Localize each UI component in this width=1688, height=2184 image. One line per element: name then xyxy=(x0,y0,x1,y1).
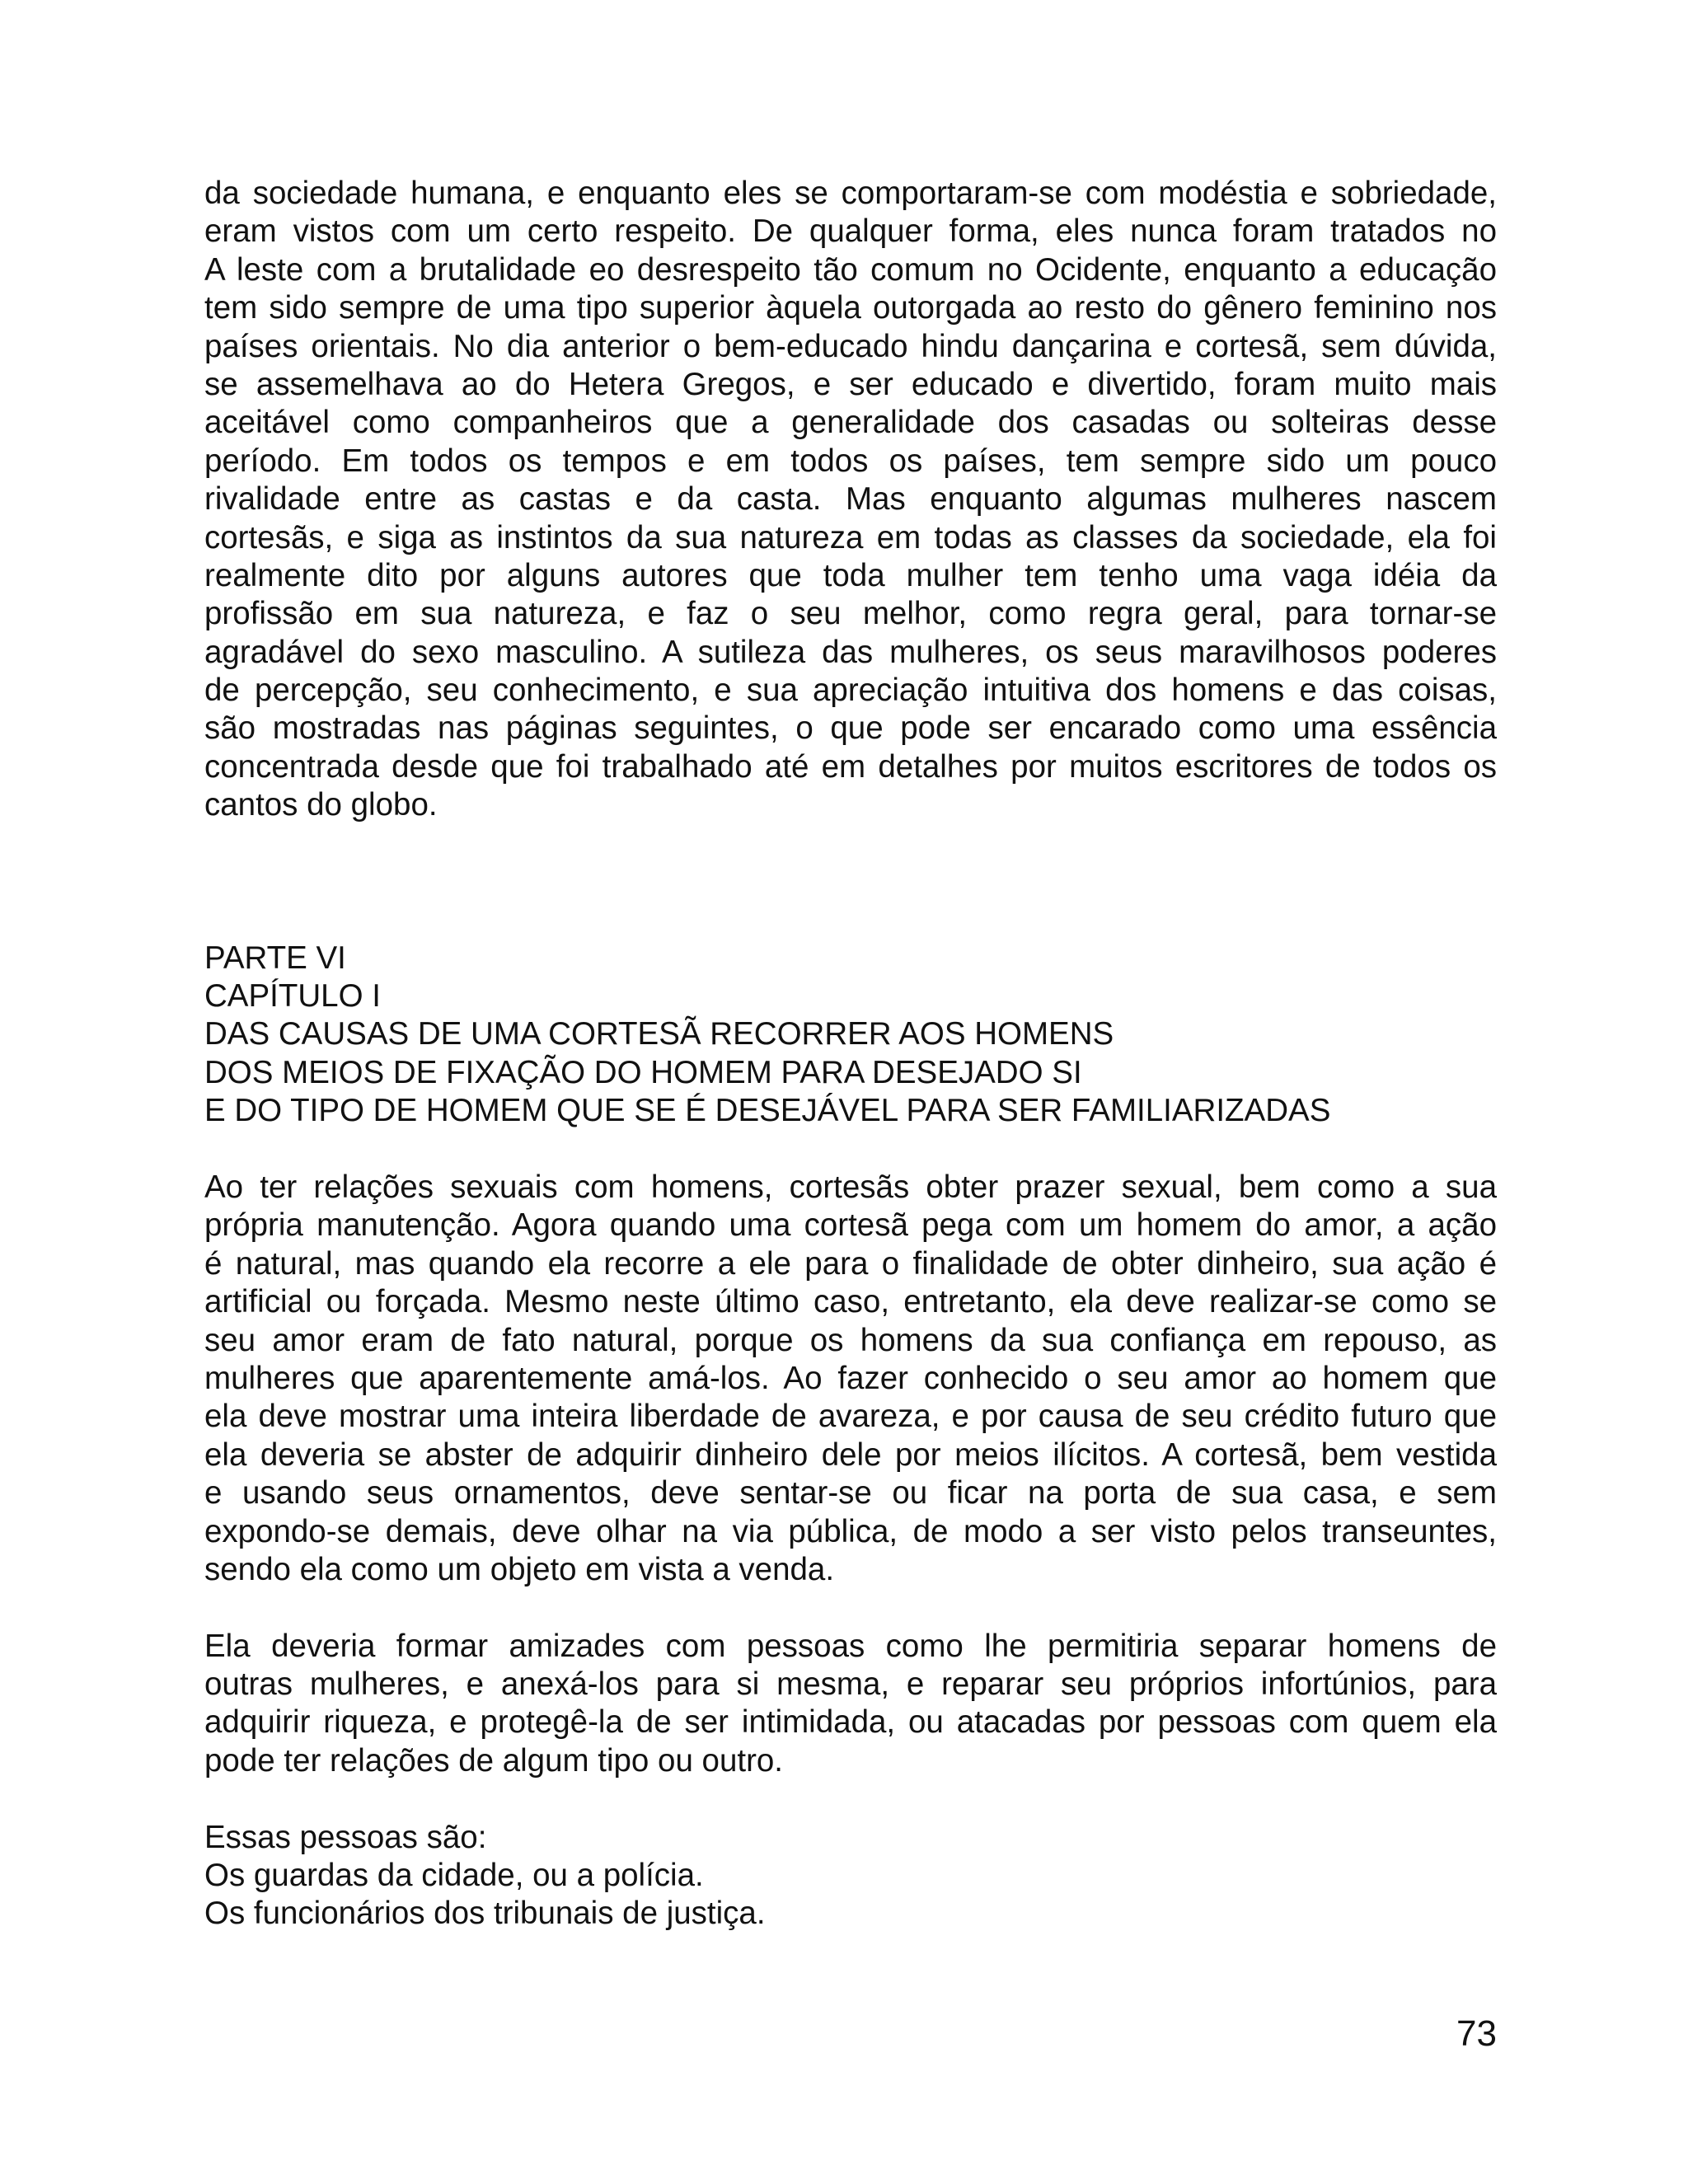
text-line: adquirir riqueza, e protegê-la de ser intimidada, ou atacadas por pessoas com quem ela xyxy=(204,1704,1497,1741)
document-page xyxy=(204,175,1497,1933)
chapter-subtitle: E DO TIPO DE HOMEM QUE SE É DESEJÁVEL PARA SER FAMILIARIZADAS xyxy=(204,1093,1331,1129)
text-line: sendo ela como um objeto em vista a venda. xyxy=(204,1551,835,1587)
spacer xyxy=(204,1131,1497,1169)
list-intro: Essas pessoas são: xyxy=(204,1819,487,1855)
text-line: cortesãs, e siga as instintos da sua natureza em todas as classes da sociedade, ela foi xyxy=(204,519,1497,555)
text-line: profissão em sua natureza, e faz o seu melhor, como regra geral, para tornar-se xyxy=(204,596,1497,632)
paragraph-3 xyxy=(204,1628,1497,1781)
text-line: período. Em todos os tempos e em todos os países, tem sempre sido um pouco xyxy=(204,443,1497,479)
part-title: PARTE VI xyxy=(204,940,346,976)
text-line: é natural, mas quando ela recorre a ele para o finalidade de obter dinheiro, sua ação é xyxy=(204,1245,1497,1282)
text-line: são mostradas nas páginas seguintes, o que pode ser encarado como uma essência xyxy=(204,710,1497,747)
page-number: 73 xyxy=(1456,2013,1497,2054)
text-line: agradável do sexo masculino. A sutileza das mulheres, os seus maravilhosos poderes xyxy=(204,634,1497,670)
text-line: e usando seus ornamentos, deve sentar-se ou ficar na porta de sua casa, e sem xyxy=(204,1475,1497,1511)
paragraph-2 xyxy=(204,1169,1497,1589)
text-line: rivalidade entre as castas e da casta. Mas enquanto algumas mulheres nascem xyxy=(204,481,1497,518)
chapter-title: CAPÍTULO I xyxy=(204,978,381,1015)
text-line: Ao ter relações sexuais com homens, cortesãs obter prazer sexual, bem como a sua xyxy=(204,1169,1497,1205)
text-line: artificial ou forçada. Mesmo neste último caso, entretanto, ela deve realizar-se como se xyxy=(204,1284,1497,1320)
chapter-subtitle: DOS MEIOS DE FIXAÇÃO DO HOMEM PARA DESEJADO SI xyxy=(204,1054,1082,1090)
text-line: concentrada desde que foi trabalhado até em detalhes por muitos escritores de todos os xyxy=(204,748,1497,785)
spacer xyxy=(204,825,1497,940)
text-line: própria manutenção. Agora quando uma cortesã pega com um homem do amor, a ação xyxy=(204,1207,1497,1244)
text-line: mulheres que aparentemente amá-los. Ao fazer conhecido o seu amor ao homem que xyxy=(204,1360,1497,1396)
text-line: de percepção, seu conhecimento, e sua apreciação intuitiva dos homens e das coisas, xyxy=(204,673,1497,709)
list-item: Os guardas da cidade, ou a polícia. xyxy=(204,1858,704,1894)
text-line: expondo-se demais, deve olhar na via pública, de modo a ser visto pelos transeuntes, xyxy=(204,1513,1497,1549)
text-line: ela deveria se abster de adquirir dinheiro dele por meios ilícitos. A cortesã, bem vestida xyxy=(204,1436,1497,1473)
chapter-heading xyxy=(204,940,1497,1131)
chapter-subtitle: DAS CAUSAS DE UMA CORTESÃ RECORRER AOS HOMENS xyxy=(204,1016,1114,1052)
text-line: da sociedade humana, e enquanto eles se comportaram-se com modéstia e sobriedade, xyxy=(204,176,1497,211)
text-line: eram vistos com um certo respeito. De qualquer forma, eles nunca foram tratados no xyxy=(204,213,1497,250)
text-line: A leste com a brutalidade eo desrespeito tão comum no Ocidente, enquanto a educação xyxy=(204,251,1497,288)
text-line: tem sido sempre de uma tipo superior àquela outorgada ao resto do gênero feminino nos xyxy=(204,290,1497,326)
list-block xyxy=(204,1819,1497,1933)
text-line: ela deve mostrar uma inteira liberdade de avareza, e por causa de seu crédito futuro que xyxy=(204,1399,1497,1435)
text-line: outras mulheres, e anexá-los para si mesma, e reparar seu próprios infortúnios, para xyxy=(204,1666,1497,1703)
text-line: pode ter relações de algum tipo ou outro. xyxy=(204,1742,784,1779)
text-line: realmente dito por alguns autores que toda mulher tem tenho uma vaga idéia da xyxy=(204,557,1497,593)
text-line: se assemelhava ao do Hetera Gregos, e ser educado e divertido, foram muito mais xyxy=(204,366,1497,402)
paragraph-1 xyxy=(204,175,1497,825)
spacer xyxy=(204,1589,1497,1627)
spacer xyxy=(204,1780,1497,1818)
text-line: países orientais. No dia anterior o bem-educado hindu dançarina e cortesã, sem dúvida, xyxy=(204,328,1497,364)
text-line: cantos do globo. xyxy=(204,787,438,823)
text-line: seu amor eram de fato natural, porque os homens da sua confiança em repouso, as xyxy=(204,1322,1497,1358)
text-line: Ela deveria formar amizades com pessoas como lhe permitiria separar homens de xyxy=(204,1628,1497,1664)
list-item: Os funcionários dos tribunais de justiça. xyxy=(204,1896,766,1932)
text-line: aceitável como companheiros que a generalidade dos casadas ou solteiras desse xyxy=(204,405,1497,441)
